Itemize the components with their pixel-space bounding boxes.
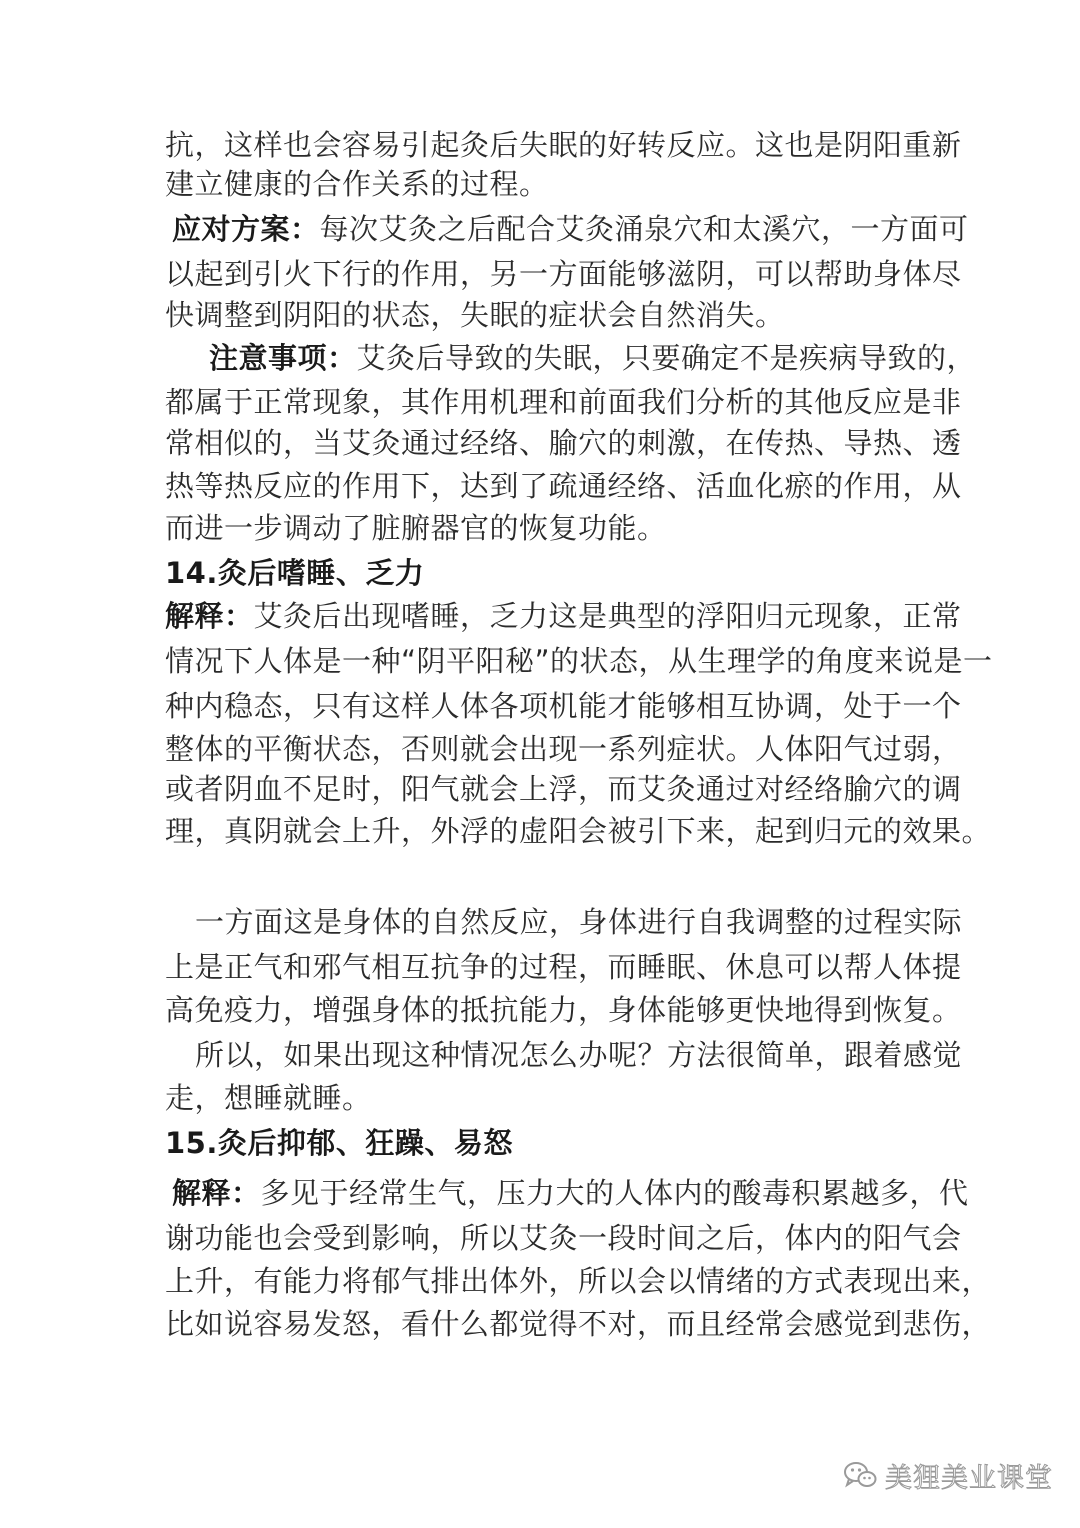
plan-paragraph — [172, 211, 969, 247]
note-label: 注意事项： — [209, 341, 357, 375]
wechat-icon — [843, 1460, 877, 1490]
explain-15-text: 多见于经常生气，压力大的人体内的酸毒积累越多，代 — [260, 1176, 969, 1210]
text-line: 理，真阴就会上升，外浮的虚阳会被引下来，起到归元的效果。 — [165, 814, 992, 848]
text-line: 建立健康的合作关系的过程。 — [165, 167, 549, 201]
text-line: 一方面这是身体的自然反应，身体进行自我调整的过程实际 — [195, 905, 963, 939]
text-line: 情况下人体是一种“阴平阳秘”的状态，从生理学的角度来说是一 — [165, 644, 993, 678]
watermark — [843, 1457, 1053, 1493]
explain-14-label: 解释： — [165, 599, 254, 633]
text-line: 以起到引火下行的作用，另一方面能够滋阴，可以帮助身体尽 — [165, 257, 962, 291]
text-line: 种内稳态，只有这样人体各项机能才能够相互协调，处于一个 — [165, 689, 962, 723]
text-line: 比如说容易发怒，看什么都觉得不对，而且经常会感觉到悲伤， — [165, 1307, 992, 1341]
text-line: 而进一步调动了脏腑器官的恢复功能。 — [165, 511, 667, 545]
watermark-text: 美狸美业课堂 — [885, 1462, 1053, 1494]
text-line: 走，想睡就睡。 — [165, 1081, 372, 1115]
text-line: 抗，这样也会容易引起灸后失眠的好转反应。这也是阴阳重新 — [165, 128, 962, 162]
text-line: 常相似的，当艾灸通过经络、腧穴的刺激，在传热、导热、透 — [165, 426, 962, 460]
text-line: 所以，如果出现这种情况怎么办呢？方法很简单，跟着感觉 — [195, 1038, 963, 1072]
text-line: 都属于正常现象，其作用机理和前面我们分析的其他反应是非 — [165, 385, 962, 419]
plan-text: 每次艾灸之后配合艾灸涌泉穴和太溪穴，一方面可 — [319, 212, 969, 246]
explain-15-label: 解释： — [172, 1176, 261, 1210]
text-line: 或者阴血不足时，阳气就会上浮，而艾灸通过对经络腧穴的调 — [165, 772, 962, 806]
text-line: 整体的平衡状态，否则就会出现一系列症状。人体阳气过弱， — [165, 732, 962, 766]
text-line: 高免疫力，增强身体的抵抗能力，身体能够更快地得到恢复。 — [165, 993, 962, 1027]
text-line: 快调整到阴阳的状态，失眠的症状会自然消失。 — [165, 298, 785, 332]
text-line: 谢功能也会受到影响，所以艾灸一段时间之后，体内的阳气会 — [165, 1221, 962, 1255]
note-text: 艾灸后导致的失眠，只要确定不是疾病导致的， — [356, 341, 977, 375]
section-heading-15: 15.灸后抑郁、狂躁、易怒 — [165, 1126, 513, 1160]
text-line: 上升，有能力将郁气排出体外，所以会以情绪的方式表现出来， — [165, 1264, 992, 1298]
note-paragraph — [209, 340, 976, 376]
explain-14-paragraph — [165, 598, 962, 634]
plan-label: 应对方案： — [172, 212, 320, 246]
explain-15-paragraph — [172, 1175, 969, 1211]
explain-14-text: 艾灸后出现嗜睡，乏力这是典型的浮阳归元现象，正常 — [253, 599, 962, 633]
text-line: 热等热反应的作用下，达到了疏通经络、活血化瘀的作用，从 — [165, 469, 962, 503]
text-line: 上是正气和邪气相互抗争的过程，而睡眠、休息可以帮人体提 — [165, 950, 962, 984]
section-heading-14: 14.灸后嗜睡、乏力 — [165, 556, 425, 590]
